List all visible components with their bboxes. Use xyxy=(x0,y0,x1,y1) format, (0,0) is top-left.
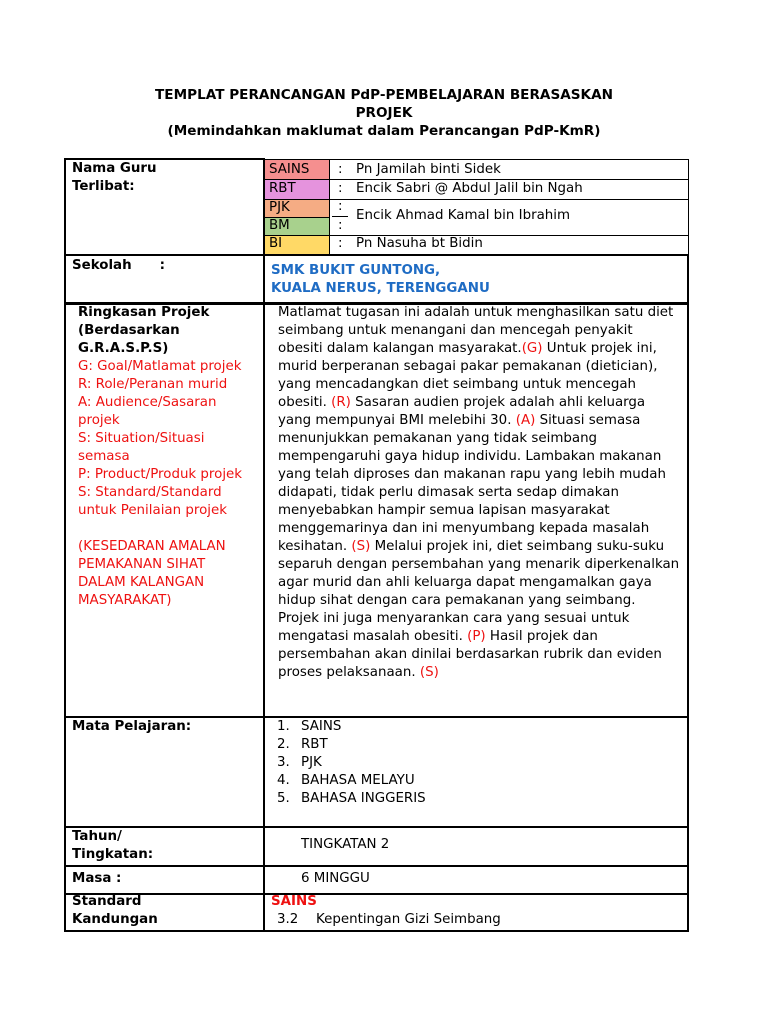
table-border-left xyxy=(64,158,66,932)
table-border-right xyxy=(687,254,689,932)
grasps-line: G: Goal/Matlamat projek xyxy=(78,359,242,374)
para-text-audience: Sasaran audien projek adalah ahli keluarga yang mempunyai BMI melebihi 30. xyxy=(278,395,646,428)
ringkasan-label xyxy=(78,304,262,610)
tahun-value: TINGKATAN 2 xyxy=(301,837,390,852)
marker-g: (G) xyxy=(521,341,543,356)
guru-colon: : xyxy=(338,218,343,233)
guru-name-bi: Pn Nasuha bt Bidin xyxy=(356,236,483,251)
ringkasan-paragraph xyxy=(278,304,680,682)
standard-subject: SAINS xyxy=(271,894,317,909)
ringkasan-title-line-2: (Berdasarkan xyxy=(78,323,180,338)
tahun-label-line-2: Tingkatan: xyxy=(72,847,154,862)
grasps-line: S: Standard/Standard xyxy=(78,485,222,500)
grasps-line: A: Audience/Sasaran xyxy=(78,395,217,410)
list-number: 2. xyxy=(277,737,290,752)
guru-label-line-2: Terlibat: xyxy=(72,179,135,194)
guru-label-line-1: Nama Guru xyxy=(72,161,157,176)
theme-line: PEMAKANAN SIHAT xyxy=(78,557,206,572)
para-text-standard: Hasil projek dan persembahan akan dinilai berdasarkan rubrik dan eviden proses pelaksanaan. xyxy=(278,629,662,680)
para-text-role: Untuk projek ini, murid berperanan sebagai pakar pemakanan (dietician), yang mencadangkan diet seimbang untuk mencegah obesiti. xyxy=(278,341,658,410)
list-number: 3. xyxy=(277,755,290,770)
theme-line: MASYARAKAT) xyxy=(78,593,172,608)
grasps-line: projek xyxy=(78,413,120,428)
table-border-bottom xyxy=(64,930,689,932)
list-item xyxy=(277,790,426,808)
standard-label-line-2: Kandungan xyxy=(72,912,158,927)
grasps-line: S: Situation/Situasi xyxy=(78,431,205,446)
title-line-1: TEMPLAT PERANCANGAN PdP-PEMBELAJARAN BERASASKAN xyxy=(155,87,613,103)
guru-colon: : xyxy=(338,162,343,177)
grasps-line: untuk Penilaian projek xyxy=(78,503,227,518)
grasps-line: semasa xyxy=(78,449,130,464)
sekolah-label: Sekolah : xyxy=(72,258,165,273)
para-text-goal: Matlamat tugasan ini adalah untuk menghasilkan satu diet seimbang untuk menangani dan mencegah penyakit obesiti dalam kalangan masyarakat. xyxy=(278,305,674,356)
grasps-line: P: Product/Produk projek xyxy=(78,467,243,482)
marker-r: (R) xyxy=(331,395,351,410)
list-item xyxy=(277,736,426,754)
list-number: 4. xyxy=(277,773,290,788)
list-item xyxy=(277,754,426,772)
ringkasan-title-line-1: Ringkasan Projek xyxy=(78,305,210,320)
para-text-product: Melalui projek ini, diet seimbang suku-suku separuh dengan persembahan yang menarik diperkenalkan agar murid dan ahli keluarga dapat mengamalkan gaya hidup sihat dengan cara pemakanan yang seimbang. Projek ini juga menyarankan cara yang sesuai untuk mengatasi masalah obesiti. xyxy=(278,539,680,644)
marker-p: (P) xyxy=(467,629,486,644)
standard-label xyxy=(72,893,158,929)
table-column-divider xyxy=(263,158,265,932)
guru-subject-rbt-label: RBT xyxy=(269,181,296,196)
guru-subject-pjk-label: PJK xyxy=(269,200,290,215)
list-text: PJK xyxy=(301,755,322,770)
mata-pelajaran-label: Mata Pelajaran: xyxy=(72,719,192,734)
title-line-2: PROJEK xyxy=(355,105,413,121)
row-divider-tahun xyxy=(64,826,689,828)
grasps-line: R: Role/Peranan murid xyxy=(78,377,228,392)
guru-colon: : xyxy=(338,236,343,251)
list-item xyxy=(277,772,426,790)
masa-label: Masa : xyxy=(72,871,122,886)
para-text-situation: Situasi semasa menunjukkan pemakanan yang tidak seimbang mempengaruhi gaya hidup individu. Lambakan makanan yang telah diproses dan makanan rapu yang lebih mudah didapati, tidak perlu dimasak serta sedap dimakan menyebabkan hampir semua lapisan masyarakat menggemarinya dan ini menyumbang kepada masalah kesihatan. xyxy=(278,413,666,554)
list-text: BAHASA MELAYU xyxy=(301,773,415,788)
standard-code: 3.2 xyxy=(277,912,299,927)
standard-label-line-1: Standard xyxy=(72,894,142,909)
list-item xyxy=(277,718,426,736)
list-number: 1. xyxy=(277,719,290,734)
ringkasan-title-line-3: G.R.A.S.P.S) xyxy=(78,341,169,356)
guru-name-rbt: Encik Sabri @ Abdul Jalil bin Ngah xyxy=(356,181,583,196)
guru-label xyxy=(72,160,157,196)
tahun-label-line-1: Tahun/ xyxy=(72,829,122,844)
tahun-label xyxy=(72,828,153,864)
marker-a: (A) xyxy=(515,413,536,428)
list-text: SAINS xyxy=(301,719,342,734)
document-title xyxy=(0,86,768,140)
mata-pelajaran-list xyxy=(277,718,426,808)
theme-line: DALAM KALANGAN xyxy=(78,575,205,590)
list-number: 5. xyxy=(277,791,290,806)
sekolah-value xyxy=(271,262,490,298)
sekolah-line-1: SMK BUKIT GUNTONG, xyxy=(271,263,441,278)
guru-colon: : xyxy=(338,199,343,214)
guru-subject-sains-label: SAINS xyxy=(269,162,310,177)
marker-s: (S) xyxy=(419,665,439,680)
list-text: BAHASA INGGERIS xyxy=(301,791,426,806)
guru-subject-bi-label: BI xyxy=(269,236,283,251)
theme-line: (KESEDARAN AMALAN xyxy=(78,539,226,554)
guru-subject-bm-label: BM xyxy=(269,218,290,233)
standard-text: Kepentingan Gizi Seimbang xyxy=(316,912,501,927)
guru-colon: : xyxy=(338,181,343,196)
guru-name-sains: Pn Jamilah binti Sidek xyxy=(356,162,501,177)
marker-s: (S) xyxy=(351,539,371,554)
row-divider-masa xyxy=(64,865,689,867)
guru-name-pjk: Encik Ahmad Kamal bin Ibrahim xyxy=(356,208,571,223)
sekolah-line-2: KUALA NERUS, TERENGGANU xyxy=(271,281,490,296)
list-text: RBT xyxy=(301,737,328,752)
masa-value: 6 MINGGU xyxy=(301,871,370,886)
title-line-3: (Memindahkan maklumat dalam Perancangan PdP-KmR) xyxy=(167,123,601,139)
